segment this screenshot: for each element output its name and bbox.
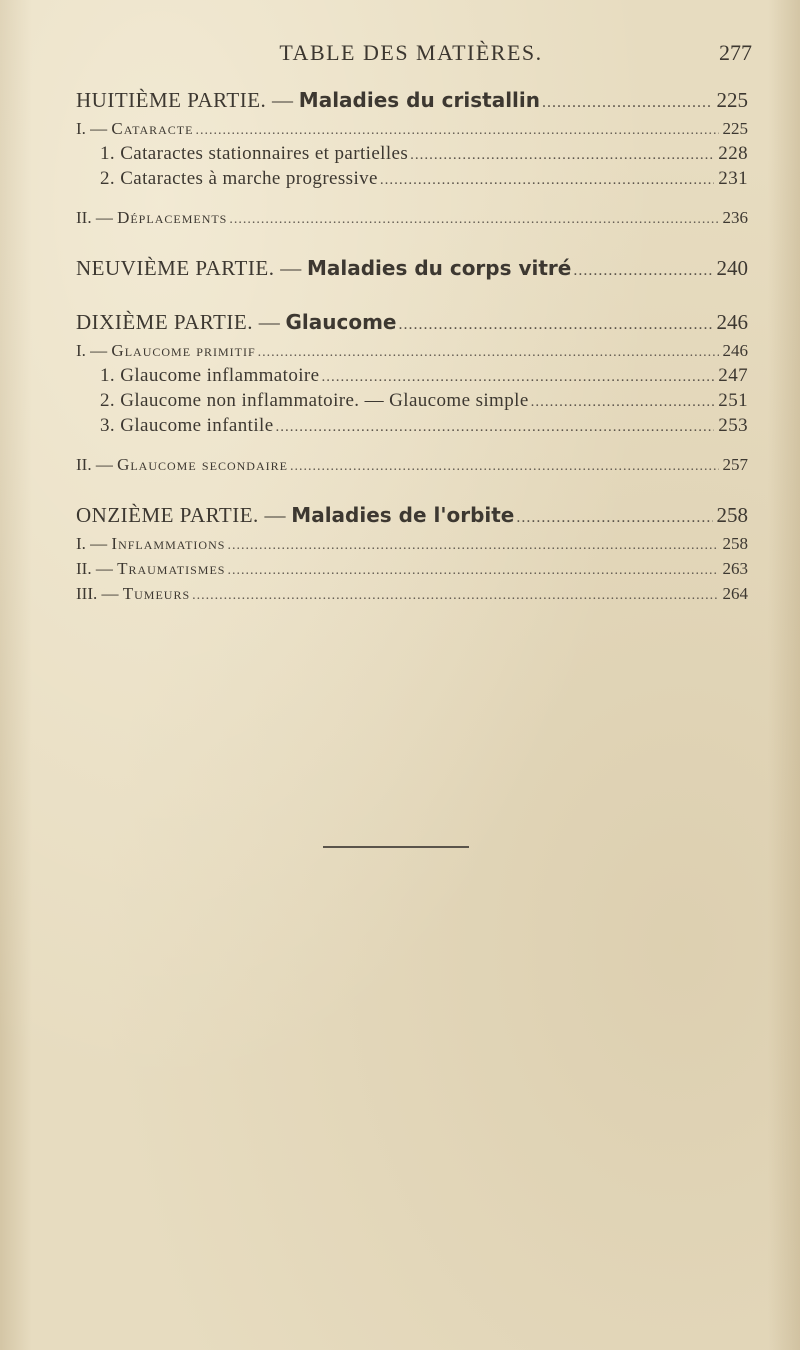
toc-chapter (76, 581, 748, 606)
toc-chapter (76, 452, 748, 477)
chapter-label: I. — (76, 119, 112, 138)
leader-dots (516, 502, 712, 534)
part-label: HUITIÈME PARTIE. — (76, 88, 294, 112)
leader-dots (192, 583, 718, 608)
part-page: 225 (716, 88, 748, 112)
chapter-title: Glaucome primitif (111, 341, 256, 360)
section-title: 3. Glaucome infantile (100, 415, 274, 436)
chapter-title: Déplacements (117, 208, 228, 227)
chapter-page: 246 (722, 341, 748, 360)
chapter-title: Tumeurs (122, 584, 191, 603)
chapter-label: II. — (76, 559, 118, 578)
leader-dots (380, 168, 714, 193)
page-number: 277 (719, 40, 752, 65)
section-page: 247 (718, 365, 748, 386)
closing-rule (323, 846, 469, 848)
leader-dots (410, 143, 714, 168)
toc-chapter (76, 116, 748, 141)
chapter-label: II. — (76, 208, 118, 227)
section-page: 251 (718, 390, 748, 411)
chapter-title: Inflammations (111, 534, 226, 553)
chapter-title: Glaucome secondaire (117, 455, 288, 474)
leader-dots (321, 365, 714, 390)
toc-part-9 (76, 252, 748, 284)
toc-chapter (76, 556, 748, 581)
chapter-page: 263 (722, 559, 748, 578)
toc-part-8 (76, 84, 748, 116)
toc-section (76, 363, 748, 388)
toc-chapter (76, 338, 748, 363)
toc-chapter (76, 205, 748, 230)
leader-dots (531, 390, 715, 415)
part-subject: Maladies de l'orbite (291, 503, 515, 527)
part-label: ONZIÈME PARTIE. — (76, 503, 287, 527)
part-subject: Glaucome (285, 310, 397, 334)
chapter-label: III. — (76, 584, 123, 603)
toc-section (76, 166, 748, 191)
leader-dots (195, 118, 718, 143)
part-page: 246 (716, 310, 748, 334)
chapter-page: 258 (722, 534, 748, 553)
leader-dots (542, 87, 712, 119)
chapter-label: I. — (76, 341, 112, 360)
chapter-label: II. — (76, 455, 118, 474)
chapter-page: 225 (722, 119, 748, 138)
table-of-contents (76, 84, 748, 606)
leader-dots (229, 207, 718, 232)
leader-dots (227, 558, 718, 583)
leader-dots (227, 533, 718, 558)
section-title: 2. Cataractes à marche progressive (100, 168, 378, 189)
section-page: 228 (718, 143, 748, 164)
part-page: 258 (716, 503, 748, 527)
chapter-page: 236 (722, 208, 748, 227)
chapter-page: 257 (722, 455, 748, 474)
chapter-title: Cataracte (111, 119, 194, 138)
leader-dots (276, 415, 715, 440)
leader-dots (290, 454, 719, 479)
running-head (70, 40, 752, 70)
section-page: 253 (718, 415, 748, 436)
leader-dots (573, 255, 712, 287)
toc-section (76, 141, 748, 166)
toc-section (76, 388, 748, 413)
section-title: 1. Cataractes stationnaires et partielles (100, 143, 409, 164)
section-title: 1. Glaucome inflammatoire (100, 365, 320, 386)
part-label: NEUVIÈME PARTIE. — (76, 256, 302, 280)
chapter-page: 264 (722, 584, 748, 603)
leader-dots (398, 309, 712, 341)
chapter-title: Traumatismes (117, 559, 226, 578)
section-page: 231 (718, 168, 748, 189)
section-title: 2. Glaucome non inflammatoire. — Glaucome simple (100, 390, 529, 411)
part-subject: Maladies du cristallin (298, 88, 541, 112)
toc-part-11 (76, 499, 748, 531)
leader-dots (258, 340, 719, 365)
part-subject: Maladies du corps vitré (306, 256, 572, 280)
part-label: DIXIÈME PARTIE. — (76, 310, 281, 334)
toc-part-10 (76, 306, 748, 338)
toc-section (76, 413, 748, 438)
part-page: 240 (716, 256, 748, 280)
toc-chapter (76, 531, 748, 556)
running-title: TABLE DES MATIÈRES. (279, 40, 543, 65)
chapter-label: I. — (76, 534, 112, 553)
